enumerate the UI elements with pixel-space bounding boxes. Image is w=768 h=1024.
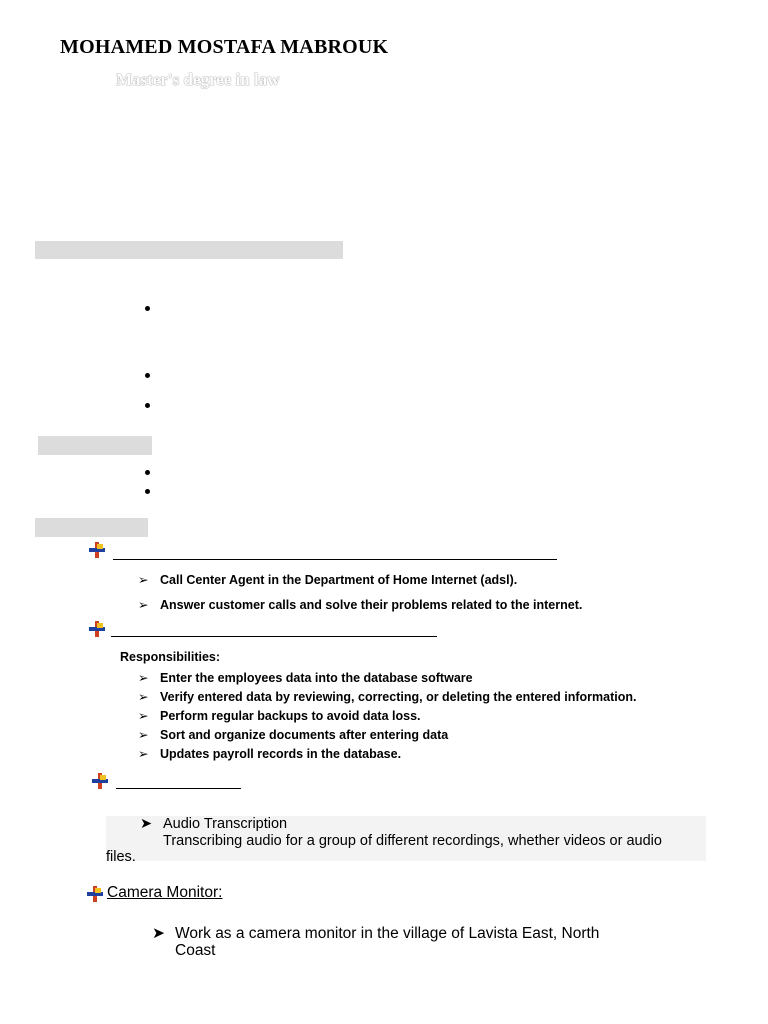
arrow-icon: ➢ — [138, 572, 149, 587]
empty-bullet — [145, 306, 150, 311]
list-item: ➢ Sort and organize documents after entering data — [138, 727, 449, 742]
list-item: ➢ Verify entered data by reviewing, correcting, or deleting the entered information. — [138, 689, 637, 704]
arrow-icon: ➢ — [138, 746, 149, 761]
empty-bullet — [145, 373, 150, 378]
empty-bullet — [145, 489, 150, 494]
arrow-icon: ➢ — [138, 708, 149, 723]
list-item-description: Transcribing audio for a group of different recordings, whether videos or audio — [163, 833, 662, 849]
cross-bullet-icon — [91, 772, 109, 790]
job-title-camera-monitor: Camera Monitor: — [107, 884, 223, 901]
arrow-icon: ➢ — [138, 597, 149, 612]
list-item: ➤ Work as a camera monitor in the village of Lavista East, North — [152, 924, 600, 942]
arrow-icon: ➢ — [138, 689, 149, 704]
job-title-underline — [113, 559, 557, 560]
cross-bullet-icon — [86, 885, 104, 903]
list-item: ➢ Call Center Agent in the Department of Home Internet (adsl). — [138, 572, 518, 587]
list-item: ➢ Answer customer calls and solve their problems related to the internet. — [138, 597, 583, 612]
list-item: ➢ Enter the employees data into the database software — [138, 670, 473, 685]
responsibilities-label: Responsibilities: — [120, 650, 221, 664]
job-title-underline — [116, 788, 241, 789]
list-item-cont: Coast — [175, 942, 216, 959]
arrow-icon: ➤ — [140, 816, 153, 832]
candidate-degree: Master's degree in law — [116, 70, 280, 89]
list-item: ➢ Updates payroll records in the database. — [138, 746, 402, 761]
empty-bullet — [145, 470, 150, 475]
candidate-name: MOHAMED MOSTAFA MABROUK — [60, 36, 389, 58]
list-item: ➤ Audio Transcription — [140, 816, 288, 832]
cross-bullet-icon — [88, 541, 106, 559]
section-bar-summary — [35, 241, 343, 259]
cross-bullet-icon — [88, 620, 106, 638]
section-bar-experience — [35, 518, 148, 537]
arrow-icon: ➢ — [138, 727, 149, 742]
arrow-icon: ➤ — [152, 924, 165, 942]
list-item-description-cont: files. — [106, 849, 136, 865]
section-bar-education — [38, 436, 152, 455]
list-item: ➢ Perform regular backups to avoid data loss. — [138, 708, 421, 723]
job-title-underline — [111, 636, 437, 637]
arrow-icon: ➢ — [138, 670, 149, 685]
empty-bullet — [145, 403, 150, 408]
